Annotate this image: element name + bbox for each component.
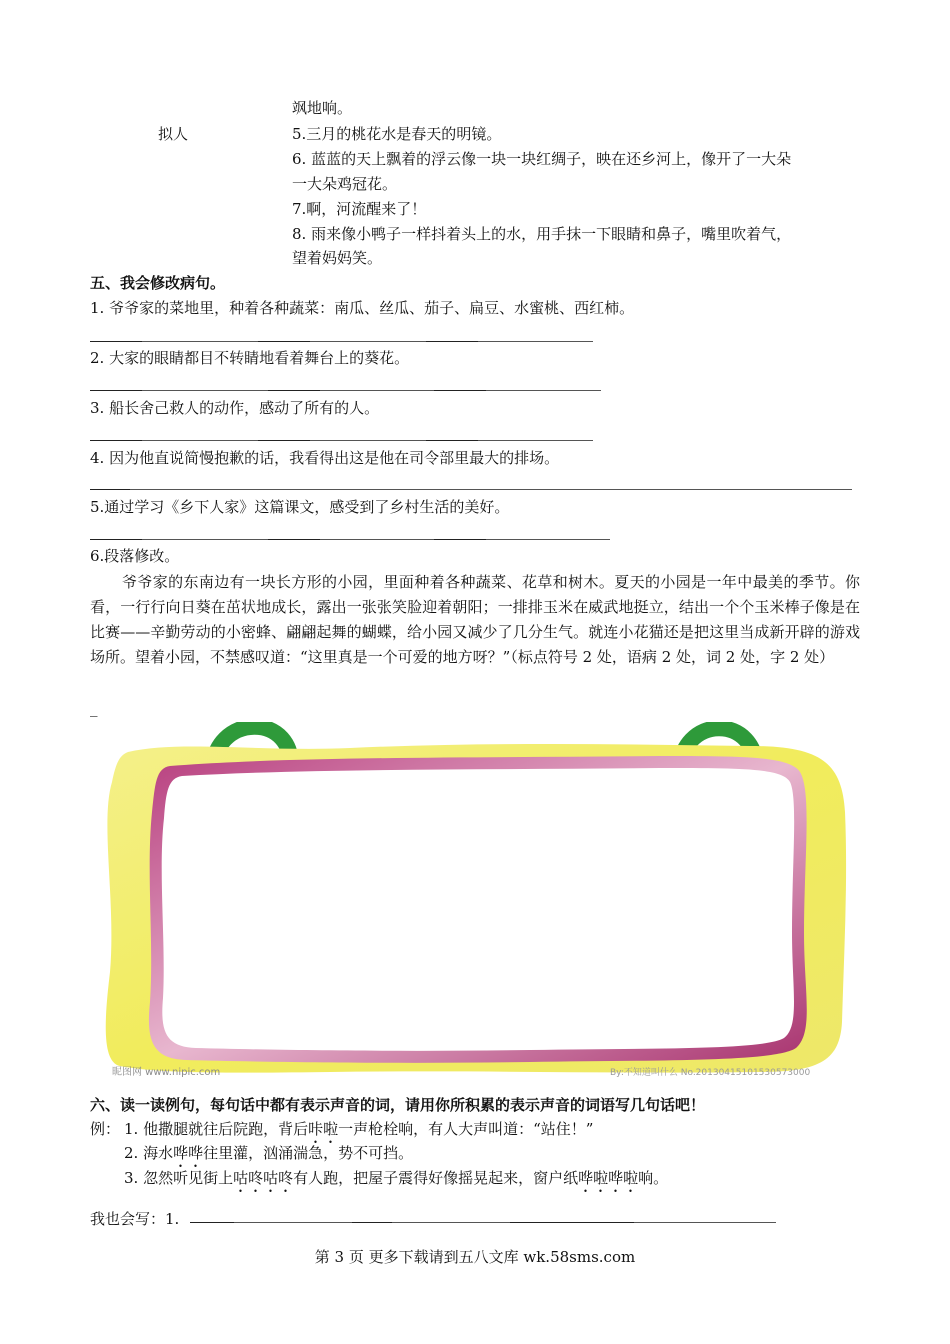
answer-line-5-seg — [268, 539, 320, 540]
example-label: 例： — [90, 1120, 121, 1138]
item-8-line1: 8. 雨来像小鸭子一样抖着头上的水，用手抹一下眼睛和鼻子，嘴里吹着气， — [292, 225, 792, 243]
answer-line-3-seg — [426, 440, 478, 441]
write-line-1[interactable] — [190, 1222, 776, 1223]
answer-line-2-seg — [434, 390, 486, 391]
sound-word: 哗啦哗啦 — [578, 1169, 639, 1187]
answer-line-3[interactable] — [90, 440, 593, 441]
sound-word: 咔啦 — [308, 1120, 339, 1138]
sound-word: 咕咚咕咚 — [233, 1169, 294, 1187]
example-2: 2. 海水哗哗往里灌，汹涌湍急，势不可挡。 — [124, 1144, 414, 1162]
question-2: 2. 大家的眼睛都目不转睛地看着舞台上的葵花。 — [90, 349, 410, 367]
section5-title: 五、我会修改病句。 — [90, 274, 226, 292]
answer-line-4[interactable] — [90, 489, 852, 490]
write-label: 我也会写：1. — [90, 1210, 180, 1228]
question-3: 3. 船长舍己救人的动作，感动了所有的人。 — [90, 399, 380, 417]
item-6-line2: 一大朵鸡冠花。 — [292, 175, 398, 193]
question-5: 5.通过学习《乡下人家》这篇课文，感受到了乡村生活的美好。 — [90, 498, 510, 516]
question-6: 6.段落修改。 — [90, 547, 180, 565]
item-5: 5.三月的桃花水是春天的明镜。 — [292, 125, 502, 143]
answer-line-2[interactable] — [90, 390, 601, 391]
answer-line-1-seg — [90, 341, 142, 342]
item-7: 7.啊，河流醒来了！ — [292, 200, 427, 218]
answer-line-3-seg — [258, 440, 310, 441]
answer-line-1[interactable] — [90, 341, 593, 342]
answer-line-5[interactable] — [90, 539, 610, 540]
answer-line-1-seg — [258, 341, 310, 342]
answer-line-2-seg — [268, 390, 320, 391]
section6-title: 六、读一读例句，每句话中都有表示声音的词，请用你所积累的表示声音的词语写几句话吧！ — [90, 1096, 706, 1114]
answer-line-4-seg — [90, 489, 130, 490]
answer-line-1-seg — [426, 341, 478, 342]
example-3: 3. 忽然听见街上咕咚咕咚有人跑，把屋子震得好像摇晃起来，窗户纸哗啦哗啦响。 — [124, 1169, 669, 1187]
stray-dash: _ — [90, 699, 98, 717]
write-line-seg — [190, 1222, 234, 1223]
watermark-left: 昵图网 www.nipic.com — [112, 1067, 221, 1078]
answer-line-5-seg — [434, 539, 486, 540]
sound-word: 哗哗 — [173, 1144, 204, 1162]
answer-line-5-seg — [90, 539, 142, 540]
watermark-right: By:不知道叫什么 No.20130415101530573000 — [610, 1068, 811, 1078]
answer-line-2-seg — [90, 390, 142, 391]
item-8-line2: 望着妈妈笑。 — [292, 249, 383, 267]
frame-illustration — [100, 722, 850, 1082]
white-panel — [162, 768, 794, 1051]
question-4: 4. 因为他直说简慢抱歉的话，我看得出这是他在司令部里最大的排场。 — [90, 449, 560, 467]
write-line-seg — [352, 1222, 392, 1223]
answer-line-3-seg — [90, 440, 142, 441]
example-1: 1. 他撒腿就往后院跑，背后咔啦一声枪栓响，有人大声叫道：“站住！” — [124, 1120, 594, 1138]
label-personify: 拟人 — [158, 125, 189, 143]
write-line-seg — [510, 1222, 634, 1223]
question-1: 1. 爷爷家的菜地里，种着各种蔬菜：南瓜、丝瓜、茄子、扁豆、水蜜桃、西红柿。 — [90, 299, 635, 317]
paragraph-to-edit: 爷爷家的东南边有一块长方形的小园，里面种着各种蔬菜、花草和树木。夏天的小园是一年中最美的季节。你看，一行行向日葵在茁状地成长，露出一张张笑脸迎着朝阳；一排排玉米在威武地挺立，结出一个个玉米棒子像是在比赛——辛勤劳动的小密蜂、翩翩起舞的蝴蝶，给小园又减少了几分生气。就连小花猫还是把这里当成新开辟的游戏场所。望着小园，不禁感叹道：“这里真是一个可爱的地方呀？”（标点符号 2 处，语病 2 处，词 2 处，字 2 处） — [90, 573, 860, 666]
writing-frame[interactable] — [100, 722, 850, 1082]
item-6-line1: 6. 蓝蓝的天上飘着的浮云像一块一块红绸子，映在还乡河上，像开了一大朵 — [292, 150, 792, 168]
item4-continuation: 飒地响。 — [292, 99, 353, 117]
page-footer: 第 3 页 更多下载请到五八文库 wk.58sms.com — [314, 1248, 636, 1266]
